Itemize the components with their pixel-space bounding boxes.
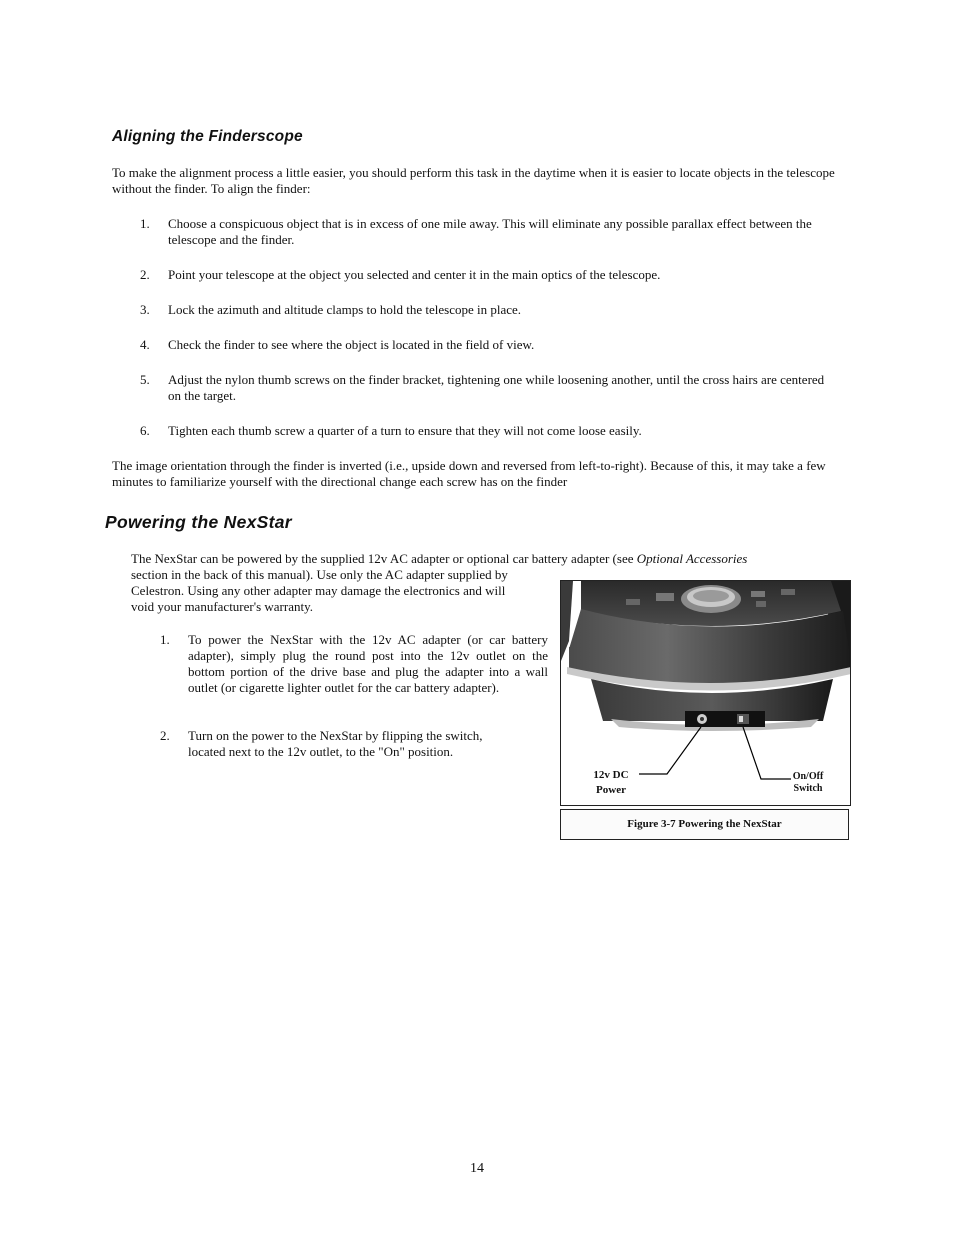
finderscope-closing: The image orientation through the finder is inverted (i.e., upside down and reversed from left-to-right). Because of this, it may take a few minutes to familiarize yourself with the directional change each screw has on the finder: [112, 458, 826, 489]
figure-caption: Figure 3-7 Powering the NexStar: [560, 809, 849, 840]
powering-intro-line1: [131, 551, 851, 567]
powering-intro-line4: void your manufacturer's warranty.: [131, 599, 313, 614]
list-item-text: Lock the azimuth and altitude clamps to hold the telescope in place.: [168, 302, 522, 317]
list-item-text: Point your telescope at the object you selected and center it in the main optics of the telescope.: [168, 267, 661, 282]
figure-label-switch-line2: Switch: [793, 783, 823, 794]
figure-label-power-line2: Power: [596, 784, 626, 796]
powering-intro-line2: section in the back of this manual). Use only the AC adapter supplied by: [131, 567, 508, 582]
section-heading-powering-nexstar: Powering the NexStar: [105, 512, 292, 532]
powering-intro-line3: Celestron. Using any other adapter may damage the electronics and will: [131, 583, 506, 598]
panel-button-icon: [656, 593, 674, 601]
list-item-number: 1.: [160, 632, 170, 647]
list-item-number: 2.: [140, 267, 150, 282]
figure-label-power: [581, 768, 641, 798]
figure-label-power-line1: 12v DC: [593, 769, 629, 781]
page-number: 14: [470, 1161, 484, 1176]
list-item-text: Choose a conspicuous object that is in excess of one mile away. This will eliminate any possible parallax effect between the telescope and the finder.: [168, 216, 812, 247]
list-item-text: Check the finder to see where the object is located in the field of view.: [168, 337, 535, 352]
list-item-number: 4.: [140, 337, 150, 352]
powering-intro-text: The NexStar can be powered by the supplied 12v AC adapter or optional car battery adapter (see: [131, 551, 637, 566]
panel-button-icon: [756, 601, 766, 607]
figure-label-switch-line1: On/Off: [792, 771, 824, 782]
figure-label-switch: [783, 771, 833, 795]
list-item-number: 1.: [140, 216, 150, 231]
optional-accessories-ref: Optional Accessories: [636, 551, 748, 566]
panel-button-icon: [781, 589, 795, 595]
finderscope-intro: To make the alignment process a little easier, you should perform this task in the daytime when it is easier to locate objects in the telescope without the finder. To align the finder:: [112, 165, 835, 196]
list-item-number: 3.: [140, 302, 150, 317]
list-item-number: 2.: [160, 728, 170, 743]
panel-button-icon: [626, 599, 640, 605]
list-item-number: 6.: [140, 423, 150, 438]
list-item-text: Tighten each thumb screw a quarter of a turn to ensure that they will not come loose easily.: [168, 423, 642, 438]
list-item-number: 5.: [140, 372, 150, 387]
section-heading-aligning-finderscope: Aligning the Finderscope: [112, 128, 303, 145]
panel-button-icon: [751, 591, 765, 597]
list-item-text: To power the NexStar with the 12v AC adapter (or car battery adapter), simply plug the round post into the 12v outlet on the bottom portion of the drive base and plug the adapter into a wall outlet (or cigarette lighter outlet for the car battery adapter).: [188, 632, 548, 695]
figure-nexstar-base: [560, 580, 851, 806]
list-item-text: Adjust the nylon thumb screws on the finder bracket, tightening one while loosening another, until the cross hairs are centered on the target.: [168, 372, 825, 403]
list-item-text: Turn on the power to the NexStar by flipping the switch, located next to the 12v outlet, to the "On" position.: [188, 728, 483, 759]
